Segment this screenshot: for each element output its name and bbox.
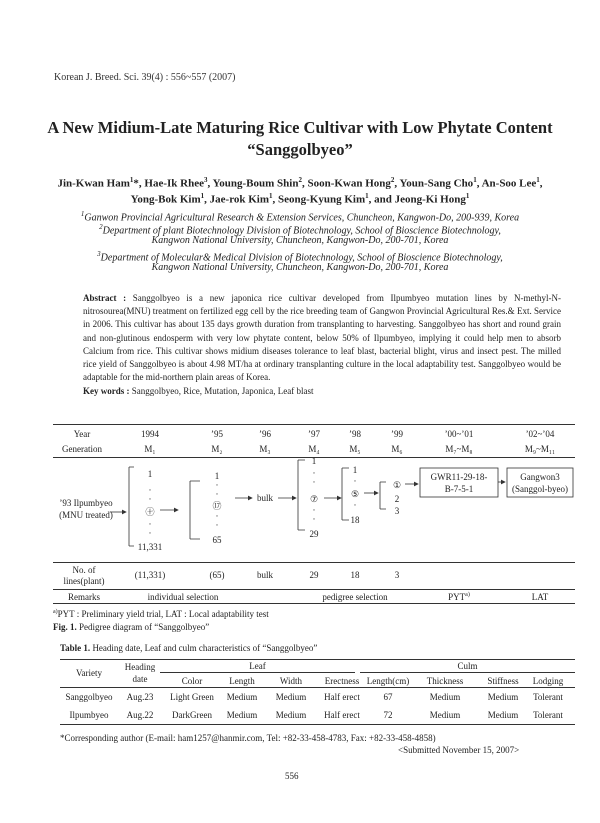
affiliation-text: Department of plant Biotechnology Division of Biotechnology, School of Bioscience Biotechnology,	[102, 225, 501, 237]
line-box-line1: GWR11-29-18-	[430, 472, 488, 482]
fig-no-lines: (65)	[209, 570, 225, 580]
m4-selected: ⑦	[309, 494, 319, 504]
table-cell: Medium	[275, 710, 307, 720]
m3-bulk: bulk	[256, 493, 274, 503]
m2-bracket	[190, 481, 200, 539]
author-name: Jin-Kwan Ham	[57, 177, 130, 190]
author-affiliation-mark: 1	[269, 192, 273, 200]
author-affiliation-mark: 1	[365, 192, 369, 200]
m2-dot: ·	[215, 520, 219, 530]
fig-year: ’96	[259, 429, 271, 439]
m1-bottom: 11,331	[137, 542, 163, 552]
page-number: 556	[285, 771, 299, 781]
m4-dot: ·	[312, 514, 316, 524]
table-cell: 72	[383, 710, 393, 720]
m2-bottom: 65	[212, 535, 222, 545]
m5-selected: ⑤	[350, 489, 360, 499]
m4-dot: ·	[312, 477, 316, 487]
paper-title-line1: A New Midium-Late Maturing Rice Cultivar with Low Phytate Content	[47, 118, 553, 137]
table-h-heading2: date	[132, 674, 148, 684]
corresponding-author: *Corresponding author (E-mail: ham1257@hanmir.com, Tel: +82-33-458-4783, Fax: +82-33-458-4858)	[60, 733, 436, 743]
fig-caption-text: Pedigree diagram of “Sanggolbyeo”	[79, 622, 210, 632]
fig-footnote-text: PYT : Preliminary yield trial, LAT : Local adaptability test	[57, 609, 269, 619]
author-affiliation-mark: 1	[200, 192, 205, 200]
fig-bottom-rule	[53, 603, 575, 604]
affiliation-text: Department of Molecular& Medical Division of Biotechnology, School of Bioscience Biotechnology,	[100, 252, 503, 264]
abstract-text: Sanggolbyeo is a new japonica rice cultivar developed from Ilpumbyeo mutation lines by N-methyl-N-nitrosourea(MNU) treatment on fertilized egg cell by the rice breeding team of Gangwon Provincial Agricultural Res.& Ext. Service in 2006. This cultivar has about 135 days growth duration from transplanting to harvesting. Sanggolbyeo has short and round grain and non-glutinous endosperm with very low phytate content, below 50% of Ilpumbyeo, implying it could help men to absorb Calcium from rice. This cultivar shows midium diseases tolerance to leaf blast, bacterial blight, virus and insect pest. The milled rice yield of Sanggolbyeo is about 4.98 MT/ha at ordinary transplanting culture in the local adaptability test. Sanggolbyeo would be adaptable for the mid-northern plain areas of Korea.	[83, 293, 561, 383]
pedigree-diagram	[0, 457, 600, 562]
table-subheader: Length(cm)	[366, 676, 410, 686]
author-separator: ,	[272, 193, 279, 206]
fig-generation: M₇~M₈	[445, 444, 473, 454]
fig-generation: M₂	[211, 444, 223, 454]
author-separator: ,	[301, 177, 308, 190]
m5-bracket	[342, 468, 349, 520]
fig-year: ’95	[211, 429, 223, 439]
table-cell: Half erect	[324, 692, 360, 702]
table-h-leaf: Leaf	[249, 661, 266, 671]
author-affiliation-mark: 1	[473, 176, 477, 184]
author-affiliation-mark: 1	[129, 176, 134, 184]
table-subheader: Length	[229, 676, 255, 686]
fig-remarks-label: Remarks	[68, 592, 100, 602]
table-h-culm: Culm	[457, 661, 478, 671]
affiliation-mark: 3	[97, 250, 101, 258]
fig-generation-label: Generation	[62, 444, 102, 454]
fig-footnote	[53, 609, 269, 619]
fig-generation: M₁	[144, 444, 156, 454]
fig-remark-text: pedigree selection	[322, 592, 388, 602]
table-cell: DarkGreen	[172, 710, 212, 720]
table-cell: Half erect	[324, 710, 360, 720]
author-name: Jae-rok Kim	[209, 193, 270, 206]
table-subheader: Stiffness	[487, 676, 519, 686]
paper-title-line2: “Sanggolbyeo”	[247, 140, 353, 159]
fig-year: ’99	[391, 429, 403, 439]
fig-generation: M₄	[308, 444, 320, 454]
fig-year: ’02~’04	[525, 429, 555, 439]
author-name: An-Soo Lee	[481, 177, 537, 190]
affiliation-mark: 2	[99, 223, 103, 231]
m4-top: 1	[311, 457, 317, 466]
table-caption-text: Heading date, Leaf and culm characteristics of “Sanggolbyeo”	[92, 643, 318, 653]
fig-remark-text: LAT	[531, 592, 549, 602]
author-separator: ,	[207, 177, 213, 190]
table-header-rule	[60, 687, 575, 688]
origin-line1: ’93 Ilpumbyeo	[59, 498, 113, 508]
m2-top: 1	[214, 471, 220, 481]
table-bottom-rule	[60, 724, 575, 725]
fig-no-lines: 29	[309, 570, 319, 580]
m6-selected: ①	[392, 480, 402, 490]
author-affiliation-mark: 2	[298, 176, 302, 184]
fig-remark	[470, 592, 600, 602]
author-affiliation-mark: 1	[536, 176, 540, 184]
fig-generation: M₅	[349, 444, 361, 454]
author-affiliation-mark: 3	[203, 176, 208, 184]
author-name: Soon-Kwan Hong	[307, 177, 391, 190]
line-box-line2: B-7-5-1	[444, 484, 474, 494]
author-name: Yong-Bok Kim	[130, 193, 201, 206]
m4-dot: ·	[312, 468, 316, 478]
author-separator: ,	[539, 177, 543, 190]
m1-top: 1	[147, 469, 153, 479]
author-name: Young-Boum Shin	[212, 177, 299, 190]
table-cell: Ilpumbyeo	[69, 710, 109, 720]
table-cell: Medium	[429, 710, 461, 720]
m4-dot: ·	[312, 505, 316, 515]
keywords	[83, 386, 313, 396]
fig-no-lines: 18	[350, 570, 360, 580]
fig-caption	[53, 622, 209, 632]
submitted-date: <Submitted November 15, 2007>	[398, 745, 520, 755]
table-culm-rule	[360, 672, 575, 673]
fig-no-lines: bulk	[256, 570, 273, 580]
table-top-rule	[60, 659, 575, 660]
final-box-line2: (Sanggol-byeo)	[512, 484, 568, 494]
m6-second: 2	[394, 494, 400, 504]
fig-top-rule	[53, 424, 575, 425]
m5-dot: ·	[353, 500, 357, 510]
abstract	[83, 292, 561, 384]
m2-dot: ·	[215, 489, 219, 499]
fig-no-lines: (11,331)	[134, 570, 166, 580]
keywords-label: Key words :	[83, 386, 130, 396]
author-affiliation-mark: 1	[465, 192, 470, 200]
fig-remark-text: individual selection	[147, 592, 219, 602]
m4-bottom: 29	[309, 529, 319, 539]
keywords-text: Sanggolbyeo, Rice, Mutation, Japonica, Leaf blast	[131, 386, 314, 396]
author-separator: , and	[368, 193, 395, 206]
fig-remark-text: PYT	[448, 592, 466, 602]
affiliation-text: Kangwon National University, Chuncheon, Kangwon-Do, 200-701, Korea	[151, 235, 449, 246]
affiliation-line	[40, 261, 560, 275]
table-cell: 67	[383, 692, 393, 702]
table-cell: Sanggolbyeo	[65, 692, 113, 702]
author-separator: ,	[476, 177, 482, 190]
m2-dot: ·	[215, 511, 219, 521]
table-cell: Medium	[429, 692, 461, 702]
affiliation-line	[40, 234, 560, 248]
author-name: Jeong-Ki Hong	[394, 193, 466, 206]
fig-footnote-marker: a)	[53, 609, 58, 615]
fig-rule-lines	[53, 562, 575, 563]
final-box-line1: Gangwon3	[520, 472, 560, 482]
author-name: Youn-Sang Cho	[399, 177, 474, 190]
abstract-label: Abstract :	[83, 293, 127, 303]
author-separator: *,	[133, 177, 145, 190]
fig-year: ’98	[349, 429, 361, 439]
table-subheader: Width	[279, 676, 303, 686]
m6-bracket	[380, 482, 386, 509]
author-name: Hae-Ik Rhee	[144, 177, 204, 190]
table-cell: Medium	[226, 692, 258, 702]
table-caption	[60, 643, 317, 653]
m4-bracket	[298, 460, 305, 530]
table-leaf-rule	[160, 672, 355, 673]
table-subheader: Thickness	[426, 676, 464, 686]
table-cell: Tolerant	[533, 710, 563, 720]
table-subheader: Erectness	[324, 676, 360, 686]
author-name: Seong-Kyung Kim	[278, 193, 366, 206]
fig-generation: M₃	[259, 444, 271, 454]
table-caption-label: Table 1.	[60, 643, 91, 653]
m1-selected: ㊉	[145, 507, 155, 517]
table-cell: Tolerant	[533, 692, 563, 702]
m6-third: 3	[394, 506, 400, 516]
table-subheader: Lodging	[532, 676, 564, 686]
author-separator: ,	[204, 193, 210, 206]
author-affiliation-mark: 2	[390, 176, 395, 184]
table-cell: Medium	[226, 710, 258, 720]
m1-dot: ·	[148, 494, 152, 504]
authors-line2	[40, 188, 560, 208]
m1-dot: ·	[148, 528, 152, 538]
table-cell: Aug.23	[126, 692, 154, 702]
m1-bracket	[129, 467, 134, 546]
fig-year: 1994	[141, 429, 159, 439]
author-separator: ,	[394, 177, 400, 190]
fig-generation: M₆	[391, 444, 403, 454]
origin-line2: (MNU treated)	[59, 510, 113, 520]
fig-no-lines: 3	[394, 570, 400, 580]
m1-dot: ·	[148, 519, 152, 529]
fig-remark-mark: a)	[465, 592, 470, 598]
m2-selected: ⑰	[212, 501, 222, 511]
fig-year-label: Year	[73, 429, 91, 439]
table-subheader: Color	[181, 676, 203, 686]
fig-no-lines-label2: lines(plant)	[63, 576, 105, 586]
table-cell: Aug.22	[126, 710, 154, 720]
m2-dot: ·	[215, 480, 219, 490]
fig-rule-remarks	[53, 589, 575, 590]
fig-remark	[113, 592, 253, 602]
fig-caption-label: Fig. 1.	[53, 622, 77, 632]
table-cell: Medium	[275, 692, 307, 702]
table-cell: Light Green	[170, 692, 214, 702]
affiliation-mark: 1	[80, 210, 85, 218]
m1-dot: ·	[148, 485, 152, 495]
table-h-variety: Variety	[76, 668, 102, 678]
fig-year: ’97	[308, 429, 320, 439]
m5-top: 1	[352, 465, 358, 475]
fig-year: ’00~’01	[444, 429, 474, 439]
affiliation-text: Kangwon National University, Chuncheon, Kangwon-Do, 200-701, Korea	[151, 262, 449, 273]
fig-generation: M₉~M₁₁	[524, 444, 556, 454]
table-cell: Medium	[487, 692, 519, 702]
table-cell: Medium	[487, 710, 519, 720]
fig-no-lines-label1: No. of	[72, 565, 96, 575]
m5-dot: ·	[353, 476, 357, 486]
m5-bottom: 18	[350, 515, 360, 525]
table-h-heading1: Heading	[124, 662, 156, 672]
affiliation-text: Ganwon Provincial Agricultural Research & Extension Services, Chuncheon, Kangwon-Do, 200-939, Korea	[84, 212, 520, 224]
journal-citation: Korean J. Breed. Sci. 39(4) : 556~557 (2007)	[54, 72, 236, 83]
